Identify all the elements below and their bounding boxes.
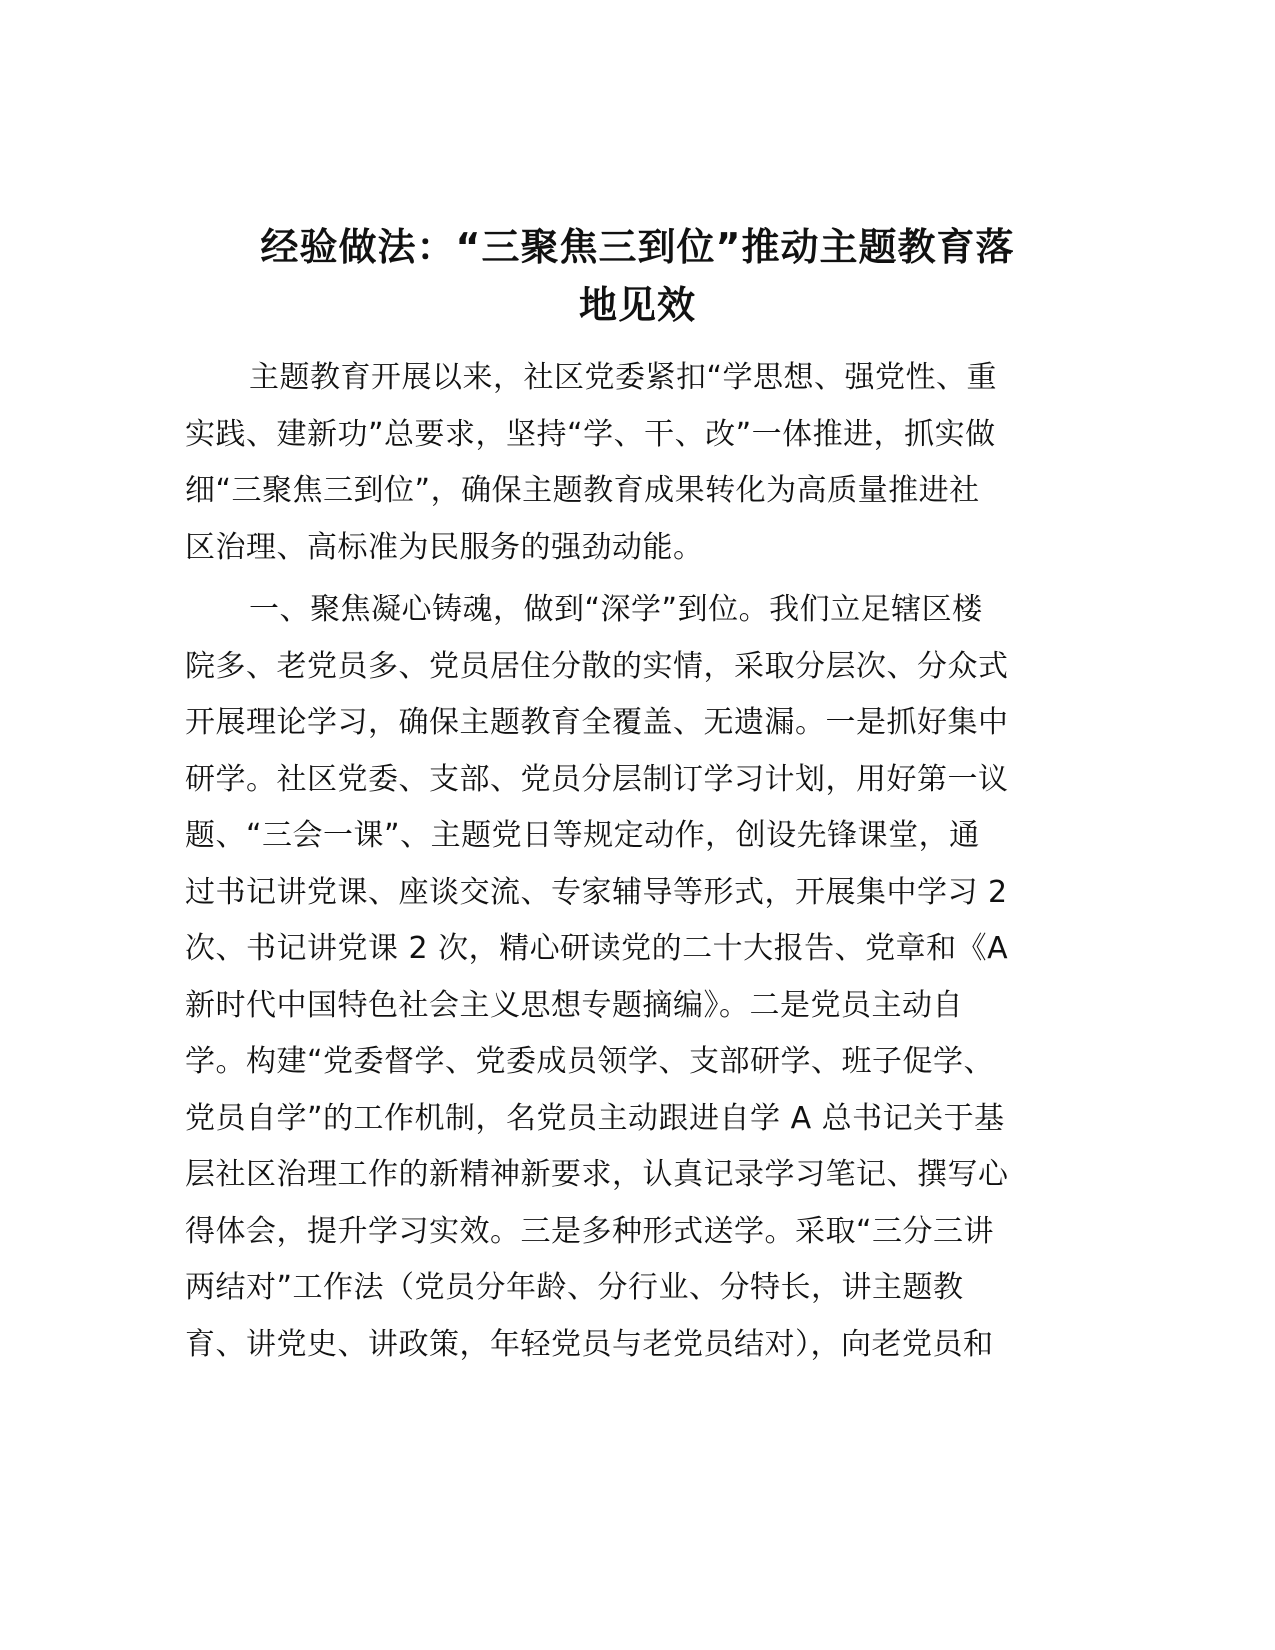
paragraph-line: 题、“三会一课”、主题党日等规定动作，创设先锋课堂，通: [185, 818, 980, 853]
paragraph-line: 党员自学”的工作机制，名党员主动跟进自学 A 总书记关于基: [185, 1100, 1005, 1136]
paragraph-line: 育、讲党史、讲政策，年轻党员与老党员结对），向老党员和: [185, 1326, 994, 1362]
paragraph-line: 两结对”工作法（党员分年龄、分行业、分特长，讲主题教: [185, 1270, 964, 1305]
paragraph-line: 开展理论学习，确保主题教育全覆盖、无遗漏。一是抓好集中: [185, 705, 1009, 740]
paragraph-line: 主题教育开展以来，社区党委紧扣“学思想、强党性、重: [249, 360, 998, 395]
paragraph-line: 实践、建新功”总要求，坚持“学、干、改”一体推进，抓实做: [185, 416, 996, 452]
paragraph-line: 次、书记讲党课 2 次，精心研读党的二十大报告、党章和《A: [185, 931, 1009, 966]
paragraph-section-one: [185, 582, 1090, 1373]
paragraph-line: 区治理、高标准为民服务的强劲动能。: [185, 529, 704, 565]
title-line: 地见效: [578, 283, 696, 327]
paragraph-line: 细“三聚焦三到位”，确保主题教育成果转化为高质量推进社: [185, 473, 980, 508]
document-title: [180, 218, 1095, 334]
paragraph-line: 过书记讲党课、座谈交流、专家辅导等形式，开展集中学习 2: [185, 874, 1008, 910]
paragraph-line: 学。构建“党委督学、党委成员领学、支部研学、班子促学、: [185, 1044, 995, 1079]
document-body: [185, 350, 1090, 1379]
paragraph-intro: [185, 350, 1090, 576]
paragraph-line: 一、聚焦凝心铸魂，做到“深学”到位。我们立足辖区楼: [249, 592, 983, 627]
paragraph-line: 得体会，提升学习实效。三是多种形式送学。采取“三分三讲: [185, 1213, 995, 1249]
paragraph-line: 新时代中国特色社会主义思想专题摘编》。二是党员主动自: [185, 987, 963, 1023]
paragraph-line: 研学。社区党委、支部、党员分层制订学习计划，用好第一议: [185, 761, 1009, 797]
paragraph-line: 层社区治理工作的新精神新要求，认真记录学习笔记、撰写心: [185, 1157, 1009, 1192]
paragraph-line: 院多、老党员多、党员居住分散的实情，采取分层次、分众式: [185, 648, 1009, 684]
title-line: 经验做法：“三聚焦三到位”推动主题教育落: [260, 225, 1015, 269]
